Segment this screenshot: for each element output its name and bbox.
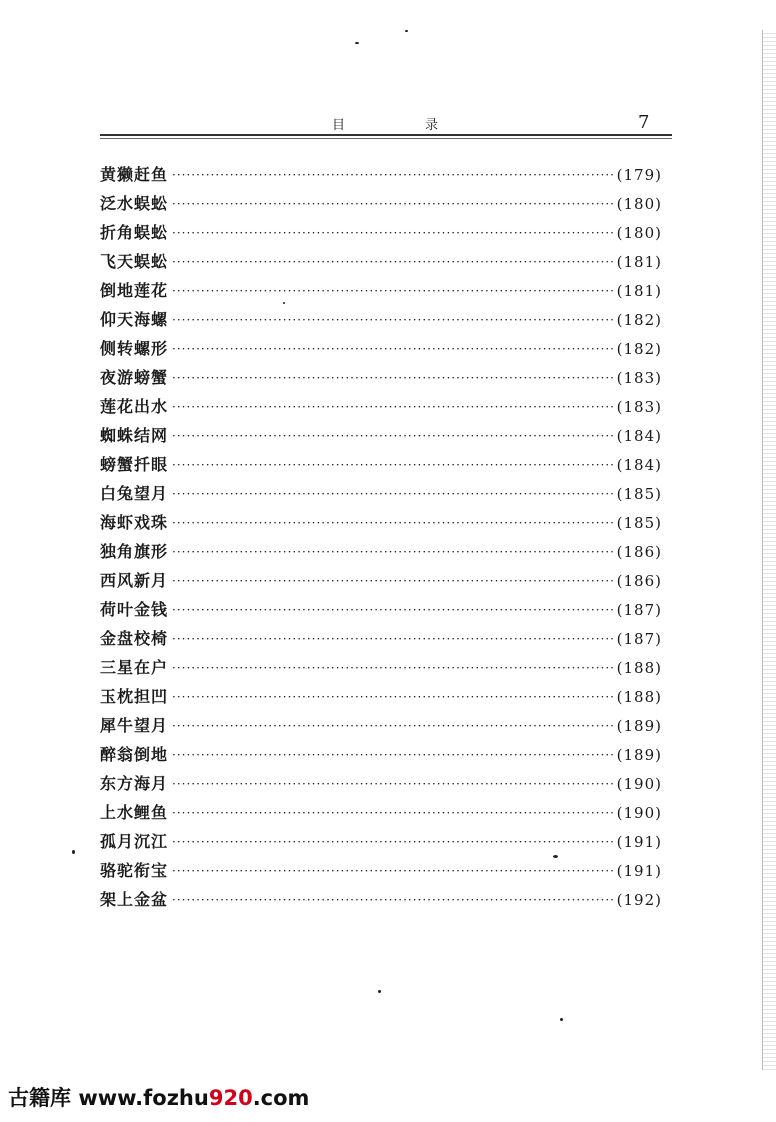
toc-entry: [100, 189, 662, 218]
toc-entry: [100, 363, 662, 392]
toc-entry-page: (186): [616, 542, 662, 561]
toc-entry-title: 荷叶金钱: [100, 599, 169, 619]
toc-entry: [100, 421, 662, 450]
watermark-url-number: 920: [208, 1086, 253, 1110]
dot-leader: [172, 629, 613, 649]
toc-entry: [100, 508, 662, 537]
dot-leader: [172, 600, 613, 620]
dot-leader: [172, 165, 613, 185]
toc-entry-page: (188): [616, 658, 662, 677]
header-rule: [100, 134, 672, 136]
toc-entry-page: (182): [616, 310, 662, 329]
toc-entry-title: 西风新月: [100, 570, 169, 590]
dot-leader: [172, 339, 613, 359]
toc-entry-page: (184): [616, 455, 662, 474]
toc-entry-page: (182): [616, 339, 662, 358]
dot-leader: [172, 774, 613, 794]
page-number: 7: [638, 112, 650, 133]
toc-entry-title: 倒地莲花: [100, 280, 169, 300]
dot-leader: [172, 310, 613, 330]
toc-entry-page: (192): [616, 890, 662, 909]
watermark-url-suffix: .com: [252, 1086, 310, 1110]
scan-speck: [553, 855, 558, 858]
toc-entry-page: (185): [616, 513, 662, 532]
dot-leader: [172, 861, 613, 881]
dot-leader: [172, 890, 613, 910]
dot-leader: [172, 513, 613, 533]
toc-entry-page: (189): [616, 745, 662, 764]
toc-entry: [100, 218, 662, 247]
toc-entry: [100, 450, 662, 479]
dot-leader: [172, 658, 613, 678]
toc-entry-page: (181): [616, 281, 662, 300]
dot-leader: [172, 281, 613, 301]
toc-entry-title: 骆驼衔宝: [100, 860, 169, 880]
dot-leader: [172, 397, 613, 417]
toc-entry: [100, 769, 662, 798]
toc-entry-title: 折角蜈蚣: [100, 222, 169, 242]
page-header: [100, 112, 664, 134]
toc-entry-title: 仰天海螺: [100, 309, 169, 329]
toc-entry-title: 玉枕担凹: [100, 686, 169, 706]
toc-entry-title: 海虾戏珠: [100, 512, 169, 532]
toc-entry-title: 上水鲤鱼: [100, 802, 169, 822]
header-rule-thin: [100, 138, 672, 139]
dot-leader: [172, 542, 613, 562]
toc-entry-title: 架上金盆: [100, 889, 169, 909]
scan-speck: [405, 30, 408, 32]
toc-entry-title: 飞天蜈蚣: [100, 251, 169, 271]
toc-entry-page: (183): [616, 397, 662, 416]
toc-entry: [100, 160, 662, 189]
dot-leader: [172, 194, 613, 214]
toc-entry: [100, 305, 662, 334]
toc-entry: [100, 682, 662, 711]
toc-entry-title: 夜游螃蟹: [100, 367, 169, 387]
scan-speck: [378, 990, 381, 993]
toc-entry-title: 东方海月: [100, 773, 169, 793]
dot-leader: [172, 252, 613, 272]
dot-leader: [172, 832, 613, 852]
toc-entry-page: (181): [616, 252, 662, 271]
toc-entry-page: (190): [616, 803, 662, 822]
toc-entry-page: (184): [616, 426, 662, 445]
toc-entry-page: (187): [616, 600, 662, 619]
toc-entry-page: (188): [616, 687, 662, 706]
toc-entry-title: 醉翁倒地: [100, 744, 169, 764]
dot-leader: [172, 745, 613, 765]
watermark-url: [78, 1086, 309, 1110]
toc-entry-title: 孤月沉江: [100, 831, 169, 851]
toc-entry: [100, 479, 662, 508]
dot-leader: [172, 716, 613, 736]
header-title-char-2: 录: [425, 118, 439, 133]
toc-entry-page: (191): [616, 832, 662, 851]
toc-entry: [100, 334, 662, 363]
toc-entry-page: (185): [616, 484, 662, 503]
toc-entry-page: (180): [616, 223, 662, 242]
dot-leader: [172, 455, 613, 475]
toc-entry: [100, 711, 662, 740]
dot-leader: [172, 571, 613, 591]
dot-leader: [172, 368, 613, 388]
toc-entry: [100, 276, 662, 305]
toc-entry-title: 蜘蛛结网: [100, 425, 169, 445]
scan-speck: [355, 42, 359, 44]
toc-entry-title: 莲花出水: [100, 396, 169, 416]
toc-entry-title: 白兔望月: [100, 483, 169, 503]
toc-entry: [100, 798, 662, 827]
dot-leader: [172, 484, 613, 504]
toc-entry-page: (189): [616, 716, 662, 735]
toc-entry: [100, 537, 662, 566]
toc-entry: [100, 624, 662, 653]
toc-entry-page: (186): [616, 571, 662, 590]
toc-entry-page: (191): [616, 861, 662, 880]
toc-entry: [100, 740, 662, 769]
toc-entry-page: (190): [616, 774, 662, 793]
scan-speck: [560, 1018, 563, 1021]
toc-entry-title: 金盘校椅: [100, 628, 169, 648]
watermark: [8, 1082, 309, 1112]
toc-entry-page: (187): [616, 629, 662, 648]
dot-leader: [172, 803, 613, 823]
dot-leader: [172, 687, 613, 707]
toc-entry: [100, 247, 662, 276]
toc-entry: [100, 595, 662, 624]
toc-entry: [100, 885, 662, 914]
scan-speck: [283, 302, 285, 304]
toc-entry: [100, 856, 662, 885]
toc-entry-page: (179): [616, 165, 662, 184]
toc-entry: [100, 827, 662, 856]
toc-entry-title: 侧转螺形: [100, 338, 169, 358]
toc-entry-title: 泛水蜈蚣: [100, 193, 169, 213]
header-title-char-1: 目: [332, 118, 346, 133]
watermark-url-prefix: www.fozhu: [78, 1086, 209, 1110]
toc-entry-title: 独角旗形: [100, 541, 169, 561]
scan-edge: [762, 30, 776, 1070]
toc-entry: [100, 392, 662, 421]
toc-entry-title: 三星在户: [100, 657, 169, 677]
toc-entry: [100, 653, 662, 682]
toc-entry-page: (180): [616, 194, 662, 213]
table-of-contents: [100, 160, 662, 914]
toc-entry-title: 螃蟹扦眼: [100, 454, 169, 474]
toc-entry-title: 黄獭赶鱼: [100, 164, 169, 184]
dot-leader: [172, 223, 613, 243]
toc-entry-title: 犀牛望月: [100, 715, 169, 735]
dot-leader: [172, 426, 613, 446]
toc-entry: [100, 566, 662, 595]
toc-entry-page: (183): [616, 368, 662, 387]
watermark-site-name: 古籍库: [8, 1086, 71, 1110]
scan-speck: [72, 850, 75, 854]
